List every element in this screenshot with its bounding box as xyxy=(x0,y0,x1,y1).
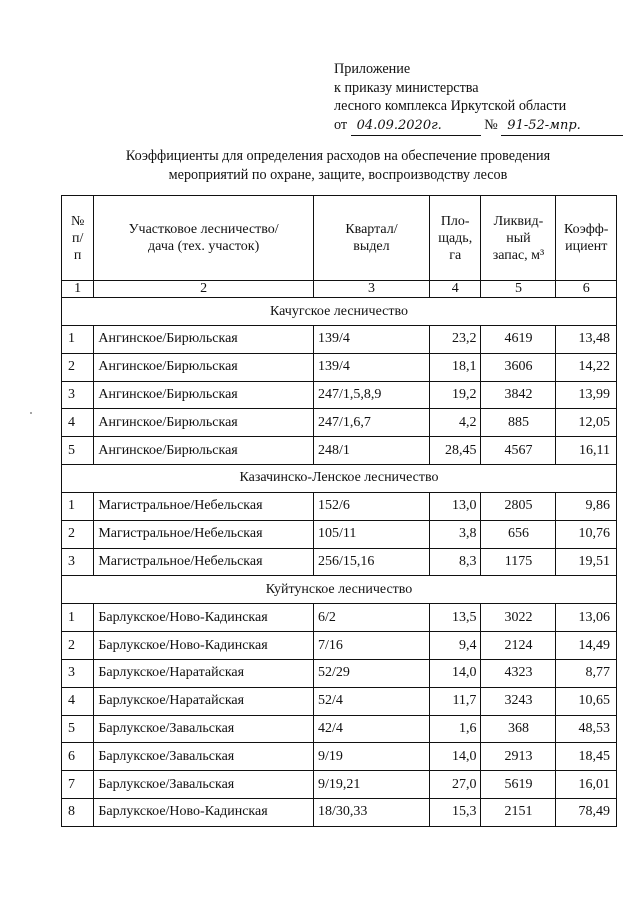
header-text: щадь, xyxy=(438,230,473,246)
row-number: 2 xyxy=(62,520,94,548)
cell-district: Барлукское/Завальская xyxy=(94,771,314,799)
table-row xyxy=(62,409,617,437)
forestry-group-name: Казачинско-Ленское лесничество xyxy=(62,464,617,492)
cell-stock: 4619 xyxy=(481,326,556,354)
cell-area: 15,3 xyxy=(429,798,480,826)
cell-block: 7/16 xyxy=(313,632,429,660)
cell-block: 152/6 xyxy=(313,492,429,520)
cell-stock: 885 xyxy=(481,409,556,437)
cell-area: 19,2 xyxy=(429,381,480,409)
header-text: дача (тех. участок) xyxy=(148,239,260,254)
header-text: выдел xyxy=(353,239,390,254)
cell-district: Магистральное/Небельская xyxy=(94,492,314,520)
cell-district: Ангинское/Бирюльская xyxy=(94,326,314,354)
cell-area: 23,2 xyxy=(429,326,480,354)
table-row xyxy=(62,687,617,715)
cell-block: 105/11 xyxy=(313,520,429,548)
table-row xyxy=(62,548,617,576)
cell-district: Ангинское/Бирюльская xyxy=(94,353,314,381)
column-number: 5 xyxy=(481,281,556,298)
row-number: 7 xyxy=(62,771,94,799)
cell-area: 14,0 xyxy=(429,743,480,771)
appendix-line: Приложение xyxy=(334,61,411,77)
cell-district: Барлукское/Завальская xyxy=(94,715,314,743)
header-area xyxy=(429,196,480,281)
column-number-row xyxy=(62,281,617,298)
order-number-handwritten: 91-52-мпр. xyxy=(501,117,623,137)
cell-stock: 2913 xyxy=(481,743,556,771)
order-line xyxy=(334,116,623,137)
table-row xyxy=(62,520,617,548)
header-text: Квартал/ xyxy=(345,222,398,237)
cell-stock: 3243 xyxy=(481,687,556,715)
cell-block: 247/1,5,8,9 xyxy=(313,381,429,409)
cell-block: 256/15,16 xyxy=(313,548,429,576)
cell-stock: 368 xyxy=(481,715,556,743)
cell-block: 42/4 xyxy=(313,715,429,743)
column-number: 6 xyxy=(556,281,617,298)
row-number: 3 xyxy=(62,548,94,576)
cell-area: 18,1 xyxy=(429,353,480,381)
table-row xyxy=(62,798,617,826)
row-number: 5 xyxy=(62,437,94,465)
cell-coef: 14,49 xyxy=(556,632,617,660)
cell-area: 4,2 xyxy=(429,409,480,437)
row-number: 2 xyxy=(62,353,94,381)
forestry-group-name: Куйтунское лесничество xyxy=(62,576,617,604)
row-number: 2 xyxy=(62,632,94,660)
cell-stock: 656 xyxy=(481,520,556,548)
cell-coef: 10,65 xyxy=(556,687,617,715)
cell-district: Барлукское/Наратайская xyxy=(94,659,314,687)
cell-coef: 48,53 xyxy=(556,715,617,743)
cell-coef: 78,49 xyxy=(556,798,617,826)
cell-coef: 14,22 xyxy=(556,353,617,381)
cell-district: Ангинское/Бирюльская xyxy=(94,381,314,409)
table-row xyxy=(62,632,617,660)
cell-block: 139/4 xyxy=(313,353,429,381)
cell-coef: 12,05 xyxy=(556,409,617,437)
cell-district: Ангинское/Бирюльская xyxy=(94,409,314,437)
table-row xyxy=(62,353,617,381)
cell-block: 247/1,6,7 xyxy=(313,409,429,437)
table-row xyxy=(62,381,617,409)
header-district xyxy=(94,196,314,281)
cell-block: 139/4 xyxy=(313,326,429,354)
cell-area: 28,45 xyxy=(429,437,480,465)
cell-block: 52/4 xyxy=(313,687,429,715)
cell-stock: 4323 xyxy=(481,659,556,687)
cell-coef: 9,86 xyxy=(556,492,617,520)
header-text: п/ xyxy=(71,230,84,246)
header-block xyxy=(313,196,429,281)
table-row xyxy=(62,604,617,632)
cell-area: 8,3 xyxy=(429,548,480,576)
cell-block: 18/30,33 xyxy=(313,798,429,826)
order-number-label: № xyxy=(484,116,498,133)
header-coef xyxy=(556,196,617,281)
cell-coef: 13,06 xyxy=(556,604,617,632)
column-number: 4 xyxy=(429,281,480,298)
row-number: 4 xyxy=(62,409,94,437)
column-number: 2 xyxy=(94,281,314,298)
order-date-handwritten: 04.09.2020г. xyxy=(351,117,481,137)
cell-stock: 2805 xyxy=(481,492,556,520)
cell-coef: 18,45 xyxy=(556,743,617,771)
cell-area: 1,6 xyxy=(429,715,480,743)
column-number: 1 xyxy=(62,281,94,298)
table-header-row xyxy=(62,196,617,281)
row-number: 3 xyxy=(62,381,94,409)
cell-coef: 16,11 xyxy=(556,437,617,465)
cell-area: 27,0 xyxy=(429,771,480,799)
column-number: 3 xyxy=(313,281,429,298)
row-number: 1 xyxy=(62,326,94,354)
header-text: ный xyxy=(506,230,531,246)
cell-district: Барлукское/Ново-Кадинская xyxy=(94,798,314,826)
header-num xyxy=(62,196,94,281)
header-text: ициент xyxy=(565,239,608,254)
order-from-label: от xyxy=(334,116,348,133)
table-row xyxy=(62,437,617,465)
cell-stock: 3606 xyxy=(481,353,556,381)
cell-district: Барлукское/Наратайская xyxy=(94,687,314,715)
table-row xyxy=(62,326,617,354)
coefficients-table xyxy=(61,195,617,827)
cell-coef: 8,77 xyxy=(556,659,617,687)
table-row xyxy=(62,715,617,743)
table-row xyxy=(62,659,617,687)
scan-speck xyxy=(30,412,32,414)
forestry-group-name: Качугское лесничество xyxy=(62,298,617,326)
cell-area: 9,4 xyxy=(429,632,480,660)
header-text: Пло- xyxy=(440,213,470,229)
header-text: № xyxy=(70,213,85,229)
cell-stock: 4567 xyxy=(481,437,556,465)
cell-stock: 3842 xyxy=(481,381,556,409)
cell-coef: 16,01 xyxy=(556,771,617,799)
header-text: запас, м³ xyxy=(492,247,545,263)
cell-stock: 3022 xyxy=(481,604,556,632)
row-number: 5 xyxy=(62,715,94,743)
cell-stock: 1175 xyxy=(481,548,556,576)
appendix-block xyxy=(334,60,623,136)
cell-coef: 10,76 xyxy=(556,520,617,548)
header-stock xyxy=(481,196,556,281)
cell-stock: 2124 xyxy=(481,632,556,660)
cell-block: 248/1 xyxy=(313,437,429,465)
cell-coef: 13,99 xyxy=(556,381,617,409)
row-number: 1 xyxy=(62,604,94,632)
cell-area: 3,8 xyxy=(429,520,480,548)
header-text: га xyxy=(449,247,462,263)
header-text: Участковое лесничество/ xyxy=(128,222,279,237)
header-text: Коэфф- xyxy=(564,222,609,237)
appendix-line: к приказу министерства xyxy=(334,79,479,96)
header-text: п xyxy=(73,247,82,263)
cell-block: 9/19 xyxy=(313,743,429,771)
table-row xyxy=(62,492,617,520)
row-number: 4 xyxy=(62,687,94,715)
cell-coef: 13,48 xyxy=(556,326,617,354)
row-number: 6 xyxy=(62,743,94,771)
forestry-group-row xyxy=(62,298,617,326)
cell-area: 14,0 xyxy=(429,659,480,687)
title-line: мероприятий по охране, защите, воспроизводству лесов xyxy=(168,167,508,183)
cell-stock: 2151 xyxy=(481,798,556,826)
cell-block: 52/29 xyxy=(313,659,429,687)
cell-area: 11,7 xyxy=(429,687,480,715)
cell-district: Барлукское/Завальская xyxy=(94,743,314,771)
row-number: 1 xyxy=(62,492,94,520)
table-row xyxy=(62,771,617,799)
title-line: Коэффициенты для определения расходов на обеспечение проведения xyxy=(125,148,551,164)
row-number: 8 xyxy=(62,798,94,826)
cell-block: 9/19,21 xyxy=(313,771,429,799)
cell-district: Барлукское/Ново-Кадинская xyxy=(94,632,314,660)
row-number: 3 xyxy=(62,659,94,687)
cell-area: 13,0 xyxy=(429,492,480,520)
forestry-group-row xyxy=(62,576,617,604)
appendix-line: лесного комплекса Иркутской области xyxy=(334,98,567,114)
cell-block: 6/2 xyxy=(313,604,429,632)
forestry-group-row xyxy=(62,464,617,492)
cell-area: 13,5 xyxy=(429,604,480,632)
header-text: Ликвид- xyxy=(493,213,544,229)
cell-coef: 19,51 xyxy=(556,548,617,576)
cell-stock: 5619 xyxy=(481,771,556,799)
cell-district: Магистральное/Небельская xyxy=(94,548,314,576)
table-row xyxy=(62,743,617,771)
cell-district: Ангинское/Бирюльская xyxy=(94,437,314,465)
document-title xyxy=(60,147,616,185)
cell-district: Барлукское/Ново-Кадинская xyxy=(94,604,314,632)
cell-district: Магистральное/Небельская xyxy=(94,520,314,548)
